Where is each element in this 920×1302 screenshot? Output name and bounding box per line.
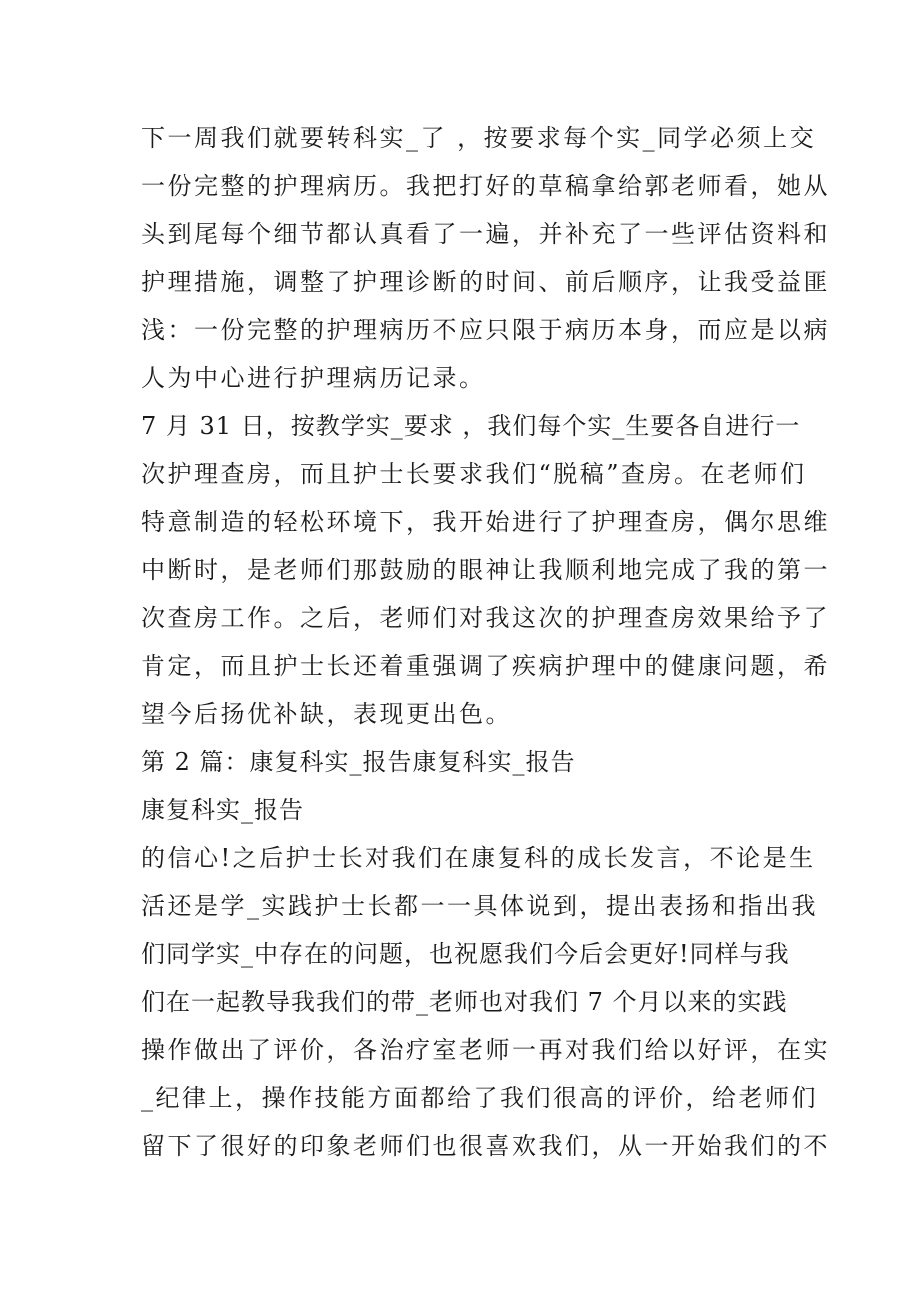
text-line-2: 一份完整的护理病历。我把打好的草稿拿给郭老师看，她从 (141, 172, 830, 200)
text-line-6: 人为中心进行护理病历记录。 (141, 364, 486, 392)
text-line-13: 望今后扬优补缺，表现更出色。 (141, 700, 512, 728)
text-line-20: 操作做出了评价，各治疗室老师一再对我们给以好评，在实 (141, 1036, 830, 1064)
text-line-9: 特意制造的轻松环境下，我开始进行了护理查房，偶尔思维 (141, 508, 830, 536)
text-line-18: 们同学实_中存在的问题，也祝愿我们今后会更好!同样与我 (141, 940, 790, 968)
text-line-11: 次查房工作。之后，老师们对我这次的护理查房效果给予了 (141, 604, 830, 632)
text-line-17: 活还是学_实践护士长都一一具体说到，提出表扬和指出我 (141, 892, 818, 920)
section-heading: 第 2 篇：康复科实_报告康复科实_报告 (141, 748, 576, 776)
text-line-21: _纪律上，操作技能方面都给了我们很高的评价，给老师们 (141, 1084, 818, 1112)
section-subheading: 康复科实_报告 (141, 796, 304, 824)
text-line-10: 中断时，是老师们那鼓励的眼神让我顺利地完成了我的第一 (141, 556, 830, 584)
text-line-1: 下一周我们就要转科实_了 ，按要求每个实_同学必须上交 (141, 124, 817, 152)
text-line-8: 次护理查房，而且护士长要求我们“脱稿”查房。在老师们 (141, 460, 807, 488)
text-line-4: 护理措施，调整了护理诊断的时间、前后顺序，让我受益匪 (141, 268, 830, 296)
text-line-12: 肯定，而且护士长还着重强调了疾病护理中的健康问题，希 (141, 652, 830, 680)
text-line-7: 7 月 31 日，按教学实_要求 ，我们每个实_生要各自进行一 (141, 412, 801, 440)
text-line-3: 头到尾每个细节都认真看了一遍，并补充了一些评估资料和 (141, 220, 830, 248)
text-line-19: 们在一起教导我我们的带_老师也对我们 7 个月以来的实践 (141, 988, 788, 1016)
text-line-16: 的信心!之后护士长对我们在康复科的成长发言，不论是生 (141, 844, 816, 872)
text-line-22: 留下了很好的印象老师们也很喜欢我们，从一开始我们的不 (141, 1132, 830, 1160)
text-line-5: 浅：一份完整的护理病历不应只限于病历本身，而应是以病 (141, 316, 830, 344)
